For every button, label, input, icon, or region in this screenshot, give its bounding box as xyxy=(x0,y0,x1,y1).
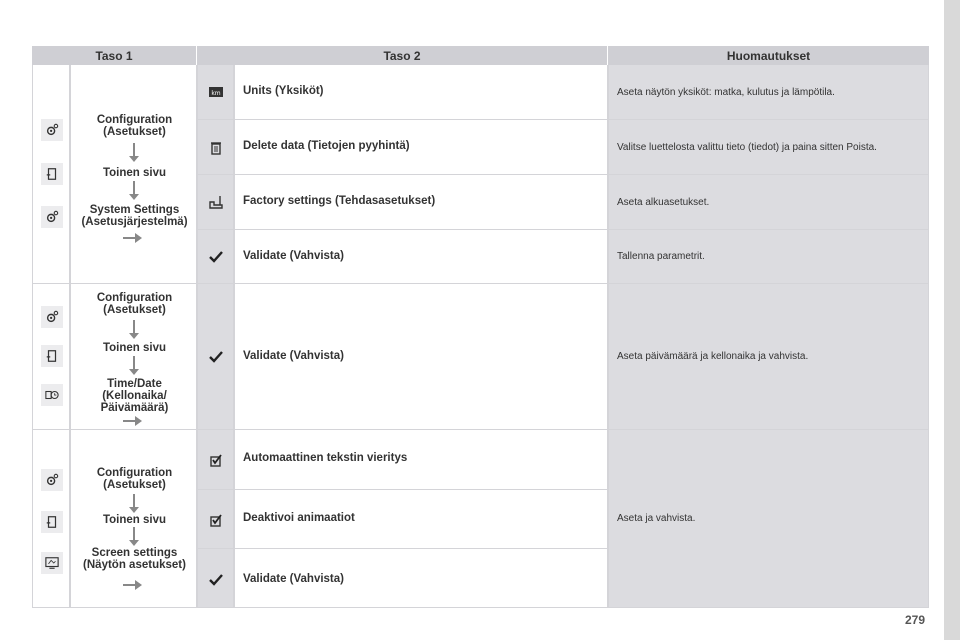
row-icon-cell xyxy=(197,549,234,608)
row-label-cell xyxy=(234,430,608,490)
group2-icon-column xyxy=(32,284,70,430)
menu-second-page: Toinen sivu xyxy=(102,342,167,354)
arrow-right-icon xyxy=(123,233,143,243)
menu-configuration: Configuration (Asetukset) xyxy=(96,467,173,491)
check-icon xyxy=(206,570,226,590)
menu-system-settings: System Settings (Asetusjärjestelmä) xyxy=(81,204,188,228)
gear-icon xyxy=(41,306,63,328)
svg-text:km: km xyxy=(211,90,221,97)
row-label-cell xyxy=(234,120,608,175)
settings-table xyxy=(32,46,929,608)
row-label-cell xyxy=(234,549,608,608)
option-label: Validate (Vahvista) xyxy=(243,250,344,262)
option-note: Valitse luettelosta valittu tieto (tiedot) ja paina sitten Poista. xyxy=(617,142,877,153)
row-label-cell xyxy=(234,490,608,549)
option-note: Aseta alkuasetukset. xyxy=(617,197,710,208)
check-icon xyxy=(206,347,226,367)
gear-icon xyxy=(41,469,63,491)
units-icon xyxy=(206,82,226,102)
row-icon-cell xyxy=(197,430,234,490)
group1-icon-column xyxy=(32,65,70,284)
row-icon-cell xyxy=(197,230,234,284)
option-label: Deaktivoi animaatiot xyxy=(243,512,355,524)
page-icon xyxy=(41,345,63,367)
row-icon-cell xyxy=(197,490,234,549)
page-icon xyxy=(41,511,63,533)
arrow-down-icon xyxy=(127,356,141,376)
arrow-down-icon xyxy=(127,494,141,514)
arrow-down-icon xyxy=(127,527,141,547)
option-label: Units (Yksiköt) xyxy=(243,85,324,97)
option-note: Aseta päivämäärä ja kellonaika ja vahvista. xyxy=(617,351,809,362)
header-level1: Taso 1 xyxy=(32,46,197,65)
delete-icon xyxy=(206,137,226,157)
check-icon xyxy=(206,247,226,267)
row-label-cell xyxy=(234,65,608,120)
option-label: Factory settings (Tehdasasetukset) xyxy=(243,195,436,207)
gear-icon xyxy=(41,206,63,228)
row-label-cell xyxy=(234,284,608,430)
checkbox-icon xyxy=(206,450,226,470)
screen-icon xyxy=(41,552,63,574)
menu-second-page: Toinen sivu xyxy=(102,167,167,179)
row-note-cell xyxy=(608,120,929,175)
header-level2: Taso 2 xyxy=(197,46,608,65)
page-number: 279 xyxy=(905,613,926,627)
arrow-down-icon xyxy=(127,181,141,201)
option-note: Aseta näytön yksiköt: matka, kulutus ja lämpötila. xyxy=(617,87,835,98)
row-note-cell xyxy=(608,430,929,608)
group1-menu-path xyxy=(70,65,197,284)
row-note-cell xyxy=(608,65,929,120)
row-icon-cell xyxy=(197,65,234,120)
menu-time-date: Time/Date (Kellonaika/ Päivämäärä) xyxy=(100,378,169,414)
clock-icon xyxy=(41,384,63,406)
group3-menu-path xyxy=(70,430,197,608)
option-note: Aseta ja vahvista. xyxy=(617,513,696,524)
page-margin-strip xyxy=(944,0,960,640)
row-note-cell xyxy=(608,284,929,430)
group3-icon-column xyxy=(32,430,70,608)
option-label: Validate (Vahvista) xyxy=(243,573,344,585)
row-label-cell xyxy=(234,230,608,284)
option-label: Validate (Vahvista) xyxy=(243,350,344,362)
row-icon-cell xyxy=(197,284,234,430)
option-label: Delete data (Tietojen pyyhintä) xyxy=(243,140,410,152)
arrow-down-icon xyxy=(127,143,141,163)
arrow-down-icon xyxy=(127,320,141,340)
page-icon xyxy=(41,163,63,185)
arrow-right-icon xyxy=(123,580,143,590)
arrow-right-icon xyxy=(123,416,143,426)
menu-second-page: Toinen sivu xyxy=(102,514,167,526)
option-label: Automaattinen tekstin vieritys xyxy=(243,452,408,464)
menu-configuration: Configuration (Asetukset) xyxy=(96,114,173,138)
gear-icon xyxy=(41,119,63,141)
option-note: Tallenna parametrit. xyxy=(617,251,705,262)
group2-menu-path xyxy=(70,284,197,430)
row-note-cell xyxy=(608,175,929,230)
header-notes: Huomautukset xyxy=(608,46,929,65)
row-label-cell xyxy=(234,175,608,230)
checkbox-icon xyxy=(206,510,226,530)
factory-icon xyxy=(206,192,226,212)
menu-configuration: Configuration (Asetukset) xyxy=(96,292,173,316)
row-note-cell xyxy=(608,230,929,284)
row-icon-cell xyxy=(197,175,234,230)
menu-screen-settings: Screen settings (Näytön asetukset) xyxy=(83,547,186,571)
row-icon-cell xyxy=(197,120,234,175)
